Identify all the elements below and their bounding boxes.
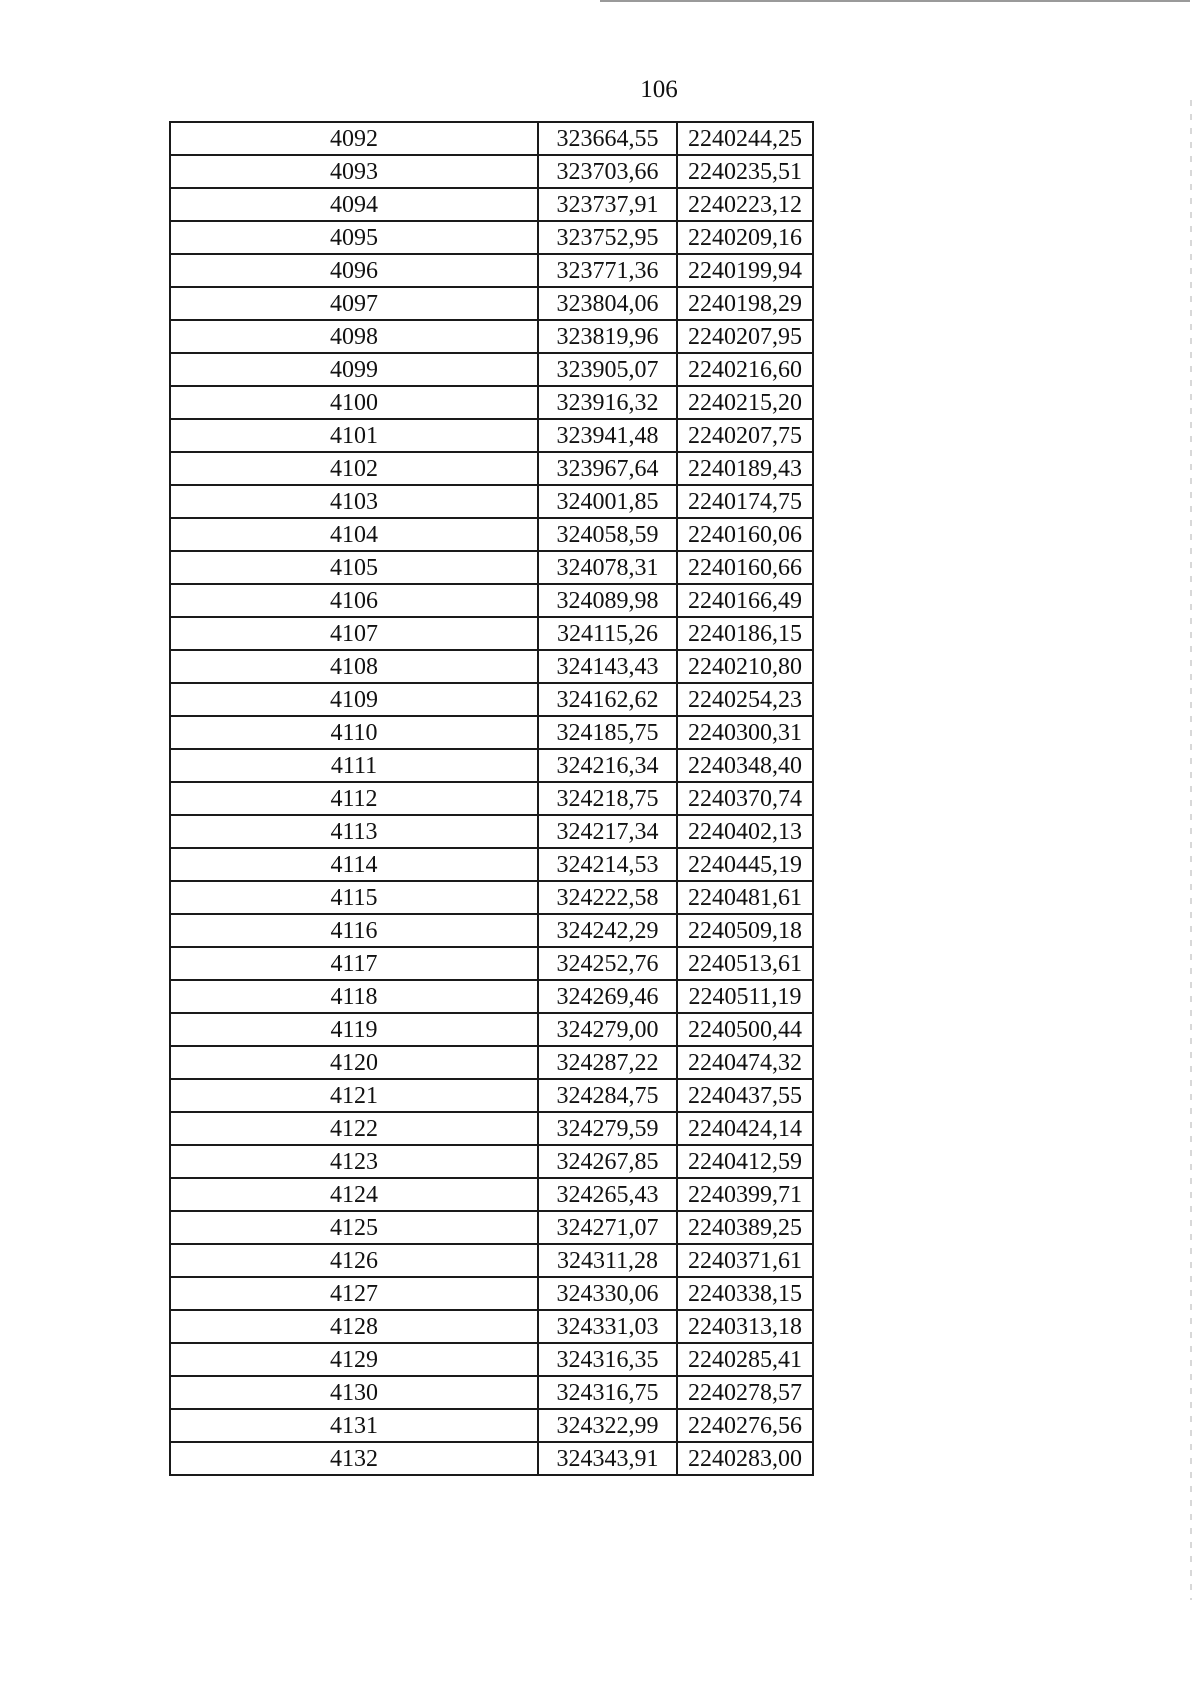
x-coordinate-cell: 324185,75 (538, 716, 677, 749)
y-coordinate-cell: 2240223,12 (677, 188, 813, 221)
y-coordinate-cell: 2240370,74 (677, 782, 813, 815)
x-coordinate-cell: 324218,75 (538, 782, 677, 815)
x-coordinate-cell: 324279,59 (538, 1112, 677, 1145)
y-coordinate-cell: 2240509,18 (677, 914, 813, 947)
table-row (170, 122, 813, 155)
x-coordinate-cell: 324267,85 (538, 1145, 677, 1178)
table-row (170, 584, 813, 617)
y-coordinate-cell: 2240437,55 (677, 1079, 813, 1112)
point-number-cell: 4132 (170, 1442, 538, 1475)
table-row (170, 1442, 813, 1475)
y-coordinate-cell: 2240244,25 (677, 122, 813, 155)
table-row (170, 1244, 813, 1277)
x-coordinate-cell: 324143,43 (538, 650, 677, 683)
x-coordinate-cell: 323771,36 (538, 254, 677, 287)
y-coordinate-cell: 2240313,18 (677, 1310, 813, 1343)
y-coordinate-cell: 2240300,31 (677, 716, 813, 749)
point-number-cell: 4117 (170, 947, 538, 980)
table-row (170, 1376, 813, 1409)
table-row (170, 1112, 813, 1145)
y-coordinate-cell: 2240500,44 (677, 1013, 813, 1046)
table-row (170, 485, 813, 518)
y-coordinate-cell: 2240215,20 (677, 386, 813, 419)
x-coordinate-cell: 324287,22 (538, 1046, 677, 1079)
table-row (170, 1310, 813, 1343)
y-coordinate-cell: 2240207,95 (677, 320, 813, 353)
table-row (170, 1211, 813, 1244)
table-row (170, 386, 813, 419)
y-coordinate-cell: 2240348,40 (677, 749, 813, 782)
y-coordinate-cell: 2240412,59 (677, 1145, 813, 1178)
point-number-cell: 4126 (170, 1244, 538, 1277)
y-coordinate-cell: 2240424,14 (677, 1112, 813, 1145)
table-row (170, 254, 813, 287)
x-coordinate-cell: 324284,75 (538, 1079, 677, 1112)
y-coordinate-cell: 2240402,13 (677, 815, 813, 848)
point-number-cell: 4115 (170, 881, 538, 914)
y-coordinate-cell: 2240198,29 (677, 287, 813, 320)
x-coordinate-cell: 323737,91 (538, 188, 677, 221)
y-coordinate-cell: 2240511,19 (677, 980, 813, 1013)
x-coordinate-cell: 324252,76 (538, 947, 677, 980)
y-coordinate-cell: 2240283,00 (677, 1442, 813, 1475)
y-coordinate-cell: 2240174,75 (677, 485, 813, 518)
table-row (170, 881, 813, 914)
x-coordinate-cell: 323664,55 (538, 122, 677, 155)
x-coordinate-cell: 324269,46 (538, 980, 677, 1013)
point-number-cell: 4110 (170, 716, 538, 749)
y-coordinate-cell: 2240160,06 (677, 518, 813, 551)
x-coordinate-cell: 324216,34 (538, 749, 677, 782)
point-number-cell: 4129 (170, 1343, 538, 1376)
x-coordinate-cell: 323916,32 (538, 386, 677, 419)
table-row (170, 518, 813, 551)
table-row (170, 1178, 813, 1211)
table-row (170, 683, 813, 716)
point-number-cell: 4100 (170, 386, 538, 419)
x-coordinate-cell: 323819,96 (538, 320, 677, 353)
table-row (170, 221, 813, 254)
y-coordinate-cell: 2240186,15 (677, 617, 813, 650)
point-number-cell: 4119 (170, 1013, 538, 1046)
table-row (170, 1409, 813, 1442)
x-coordinate-cell: 324162,62 (538, 683, 677, 716)
table-row (170, 980, 813, 1013)
table-row (170, 650, 813, 683)
point-number-cell: 4096 (170, 254, 538, 287)
point-number-cell: 4095 (170, 221, 538, 254)
point-number-cell: 4128 (170, 1310, 538, 1343)
y-coordinate-cell: 2240216,60 (677, 353, 813, 386)
table-row (170, 419, 813, 452)
table-row (170, 848, 813, 881)
point-number-cell: 4123 (170, 1145, 538, 1178)
x-coordinate-cell: 323804,06 (538, 287, 677, 320)
point-number-cell: 4105 (170, 551, 538, 584)
x-coordinate-cell: 324316,75 (538, 1376, 677, 1409)
point-number-cell: 4099 (170, 353, 538, 386)
x-coordinate-cell: 324115,26 (538, 617, 677, 650)
point-number-cell: 4131 (170, 1409, 538, 1442)
table-row (170, 617, 813, 650)
table-row (170, 551, 813, 584)
point-number-cell: 4120 (170, 1046, 538, 1079)
x-coordinate-cell: 324078,31 (538, 551, 677, 584)
x-coordinate-cell: 324089,98 (538, 584, 677, 617)
table-row (170, 914, 813, 947)
x-coordinate-cell: 323967,64 (538, 452, 677, 485)
table-row (170, 155, 813, 188)
y-coordinate-cell: 2240210,80 (677, 650, 813, 683)
point-number-cell: 4102 (170, 452, 538, 485)
x-coordinate-cell: 323905,07 (538, 353, 677, 386)
point-number-cell: 4114 (170, 848, 538, 881)
table-row (170, 353, 813, 386)
point-number-cell: 4121 (170, 1079, 538, 1112)
page-number: 106 (640, 76, 678, 103)
scan-edge-noise (1190, 100, 1192, 1600)
y-coordinate-cell: 2240474,32 (677, 1046, 813, 1079)
y-coordinate-cell: 2240254,23 (677, 683, 813, 716)
x-coordinate-cell: 324343,91 (538, 1442, 677, 1475)
point-number-cell: 4094 (170, 188, 538, 221)
point-number-cell: 4125 (170, 1211, 538, 1244)
point-number-cell: 4104 (170, 518, 538, 551)
y-coordinate-cell: 2240160,66 (677, 551, 813, 584)
table-row (170, 716, 813, 749)
y-coordinate-cell: 2240189,43 (677, 452, 813, 485)
y-coordinate-cell: 2240199,94 (677, 254, 813, 287)
point-number-cell: 4098 (170, 320, 538, 353)
x-coordinate-cell: 324217,34 (538, 815, 677, 848)
point-number-cell: 4097 (170, 287, 538, 320)
x-coordinate-cell: 324242,29 (538, 914, 677, 947)
y-coordinate-cell: 2240276,56 (677, 1409, 813, 1442)
table-row (170, 188, 813, 221)
table-row (170, 1013, 813, 1046)
y-coordinate-cell: 2240285,41 (677, 1343, 813, 1376)
table-row (170, 1046, 813, 1079)
y-coordinate-cell: 2240399,71 (677, 1178, 813, 1211)
x-coordinate-cell: 324214,53 (538, 848, 677, 881)
table-row (170, 947, 813, 980)
table-row (170, 1079, 813, 1112)
point-number-cell: 4118 (170, 980, 538, 1013)
x-coordinate-cell: 324001,85 (538, 485, 677, 518)
point-number-cell: 4116 (170, 914, 538, 947)
y-coordinate-cell: 2240445,19 (677, 848, 813, 881)
point-number-cell: 4130 (170, 1376, 538, 1409)
point-number-cell: 4107 (170, 617, 538, 650)
table-row (170, 452, 813, 485)
y-coordinate-cell: 2240481,61 (677, 881, 813, 914)
y-coordinate-cell: 2240513,61 (677, 947, 813, 980)
coordinates-table-body (170, 122, 813, 1475)
y-coordinate-cell: 2240166,49 (677, 584, 813, 617)
point-number-cell: 4108 (170, 650, 538, 683)
y-coordinate-cell: 2240338,15 (677, 1277, 813, 1310)
table-row (170, 1277, 813, 1310)
table-row (170, 1145, 813, 1178)
table-row (170, 1343, 813, 1376)
y-coordinate-cell: 2240235,51 (677, 155, 813, 188)
table-row (170, 815, 813, 848)
x-coordinate-cell: 323941,48 (538, 419, 677, 452)
y-coordinate-cell: 2240371,61 (677, 1244, 813, 1277)
x-coordinate-cell: 324316,35 (538, 1343, 677, 1376)
x-coordinate-cell: 324265,43 (538, 1178, 677, 1211)
x-coordinate-cell: 324311,28 (538, 1244, 677, 1277)
point-number-cell: 4113 (170, 815, 538, 848)
point-number-cell: 4092 (170, 122, 538, 155)
coordinates-table (169, 121, 814, 1476)
x-coordinate-cell: 324058,59 (538, 518, 677, 551)
x-coordinate-cell: 323752,95 (538, 221, 677, 254)
y-coordinate-cell: 2240209,16 (677, 221, 813, 254)
x-coordinate-cell: 324222,58 (538, 881, 677, 914)
y-coordinate-cell: 2240207,75 (677, 419, 813, 452)
y-coordinate-cell: 2240278,57 (677, 1376, 813, 1409)
point-number-cell: 4127 (170, 1277, 538, 1310)
x-coordinate-cell: 324331,03 (538, 1310, 677, 1343)
point-number-cell: 4103 (170, 485, 538, 518)
point-number-cell: 4093 (170, 155, 538, 188)
point-number-cell: 4101 (170, 419, 538, 452)
point-number-cell: 4111 (170, 749, 538, 782)
x-coordinate-cell: 323703,66 (538, 155, 677, 188)
table-row (170, 320, 813, 353)
point-number-cell: 4124 (170, 1178, 538, 1211)
x-coordinate-cell: 324279,00 (538, 1013, 677, 1046)
point-number-cell: 4122 (170, 1112, 538, 1145)
scan-top-border (600, 0, 1190, 2)
table-row (170, 287, 813, 320)
x-coordinate-cell: 324322,99 (538, 1409, 677, 1442)
point-number-cell: 4109 (170, 683, 538, 716)
table-row (170, 782, 813, 815)
point-number-cell: 4112 (170, 782, 538, 815)
x-coordinate-cell: 324271,07 (538, 1211, 677, 1244)
x-coordinate-cell: 324330,06 (538, 1277, 677, 1310)
point-number-cell: 4106 (170, 584, 538, 617)
table-row (170, 749, 813, 782)
y-coordinate-cell: 2240389,25 (677, 1211, 813, 1244)
